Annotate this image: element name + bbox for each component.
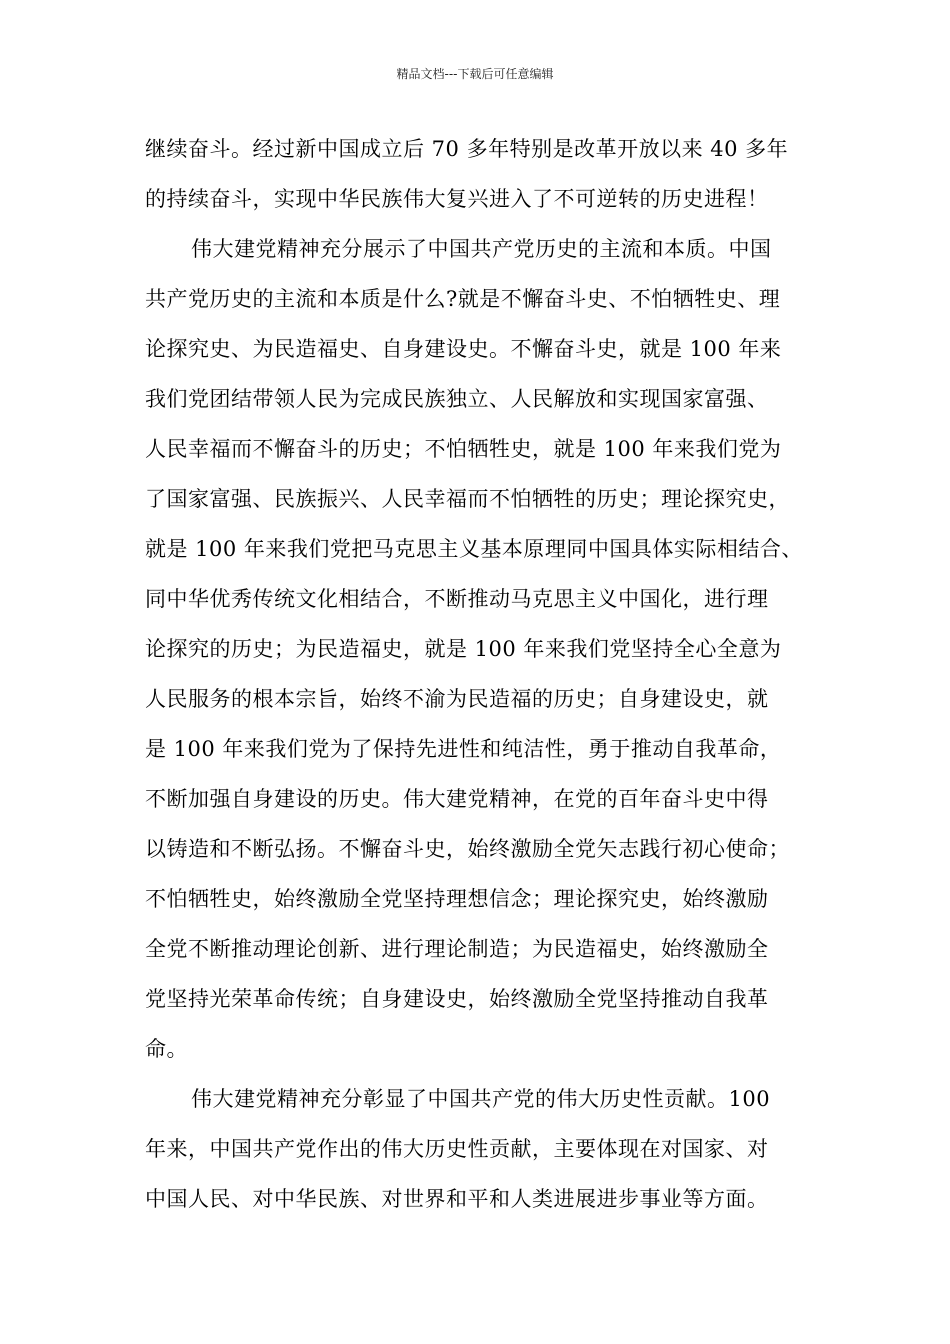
page-header: 精品文档---下载后可任意编辑 bbox=[396, 67, 554, 81]
paragraph-3 bbox=[145, 1074, 805, 1224]
text-line: 就是 100 年来我们党把马克思主义基本原理同中国具体实际相结合、 bbox=[145, 537, 803, 561]
text-line: 继续奋斗。经过新中国成立后 70 多年特别是改革开放以来 40 多年 bbox=[145, 137, 789, 161]
text-line: 人民幸福而不懈奋斗的历史；不怕牺牲史，就是 100 年来我们党为 bbox=[145, 437, 782, 461]
paragraph-2 bbox=[145, 224, 805, 1074]
text-line: 中国人民、对中华民族、对世界和平和人类进展进步事业等方面。 bbox=[145, 1187, 769, 1211]
text-line: 同中华优秀传统文化相结合，不断推动马克思主义中国化，进行理 bbox=[145, 587, 769, 611]
text-line: 年来，中国共产党作出的伟大历史性贡献，主要体现在对国家、对 bbox=[145, 1137, 769, 1161]
text-line: 共产党历史的主流和本质是什么?就是不懈奋斗史、不怕牺牲史、理 bbox=[145, 287, 781, 311]
text-line: 是 100 年来我们党为了保持先进性和纯洁性，勇于推动自我革命， bbox=[145, 737, 782, 761]
body-text bbox=[145, 124, 805, 1224]
text-line: 不断加强自身建设的历史。伟大建党精神，在党的百年奋斗史中得 bbox=[145, 787, 769, 811]
text-line: 论探究史、为民造福史、自身建设史。不懈奋斗史，就是 100 年来 bbox=[145, 337, 782, 361]
text-line: 党坚持光荣革命传统；自身建设史，始终激励全党坚持推动自我革 bbox=[145, 987, 769, 1011]
text-line: 的持续奋斗，实现中华民族伟大复兴进入了不可逆转的历史进程！ bbox=[145, 187, 769, 211]
text-line: 人民服务的根本宗旨，始终不渝为民造福的历史；自身建设史，就 bbox=[145, 687, 769, 711]
text-line: 全党不断推动理论创新、进行理论制造；为民造福史，始终激励全 bbox=[145, 937, 769, 961]
text-line: 了国家富强、民族振兴、人民幸福而不怕牺牲的历史；理论探究史， bbox=[145, 487, 790, 511]
text-line: 论探究的历史；为民造福史，就是 100 年来我们党坚持全心全意为 bbox=[145, 637, 782, 661]
text-line: 伟大建党精神充分彰显了中国共产党的伟大历史性贡献。100 bbox=[191, 1087, 771, 1111]
text-line: 以铸造和不断弘扬。不懈奋斗史，始终激励全党矢志践行初心使命； bbox=[145, 837, 790, 861]
paragraph-1 bbox=[145, 124, 805, 224]
text-line: 命。 bbox=[145, 1037, 188, 1061]
text-line: 不怕牺牲史，始终激励全党坚持理想信念；理论探究史，始终激励 bbox=[145, 887, 769, 911]
text-line: 伟大建党精神充分展示了中国共产党历史的主流和本质。中国 bbox=[191, 237, 772, 261]
text-line: 我们党团结带领人民为完成民族独立、人民解放和实现国家富强、 bbox=[145, 387, 769, 411]
